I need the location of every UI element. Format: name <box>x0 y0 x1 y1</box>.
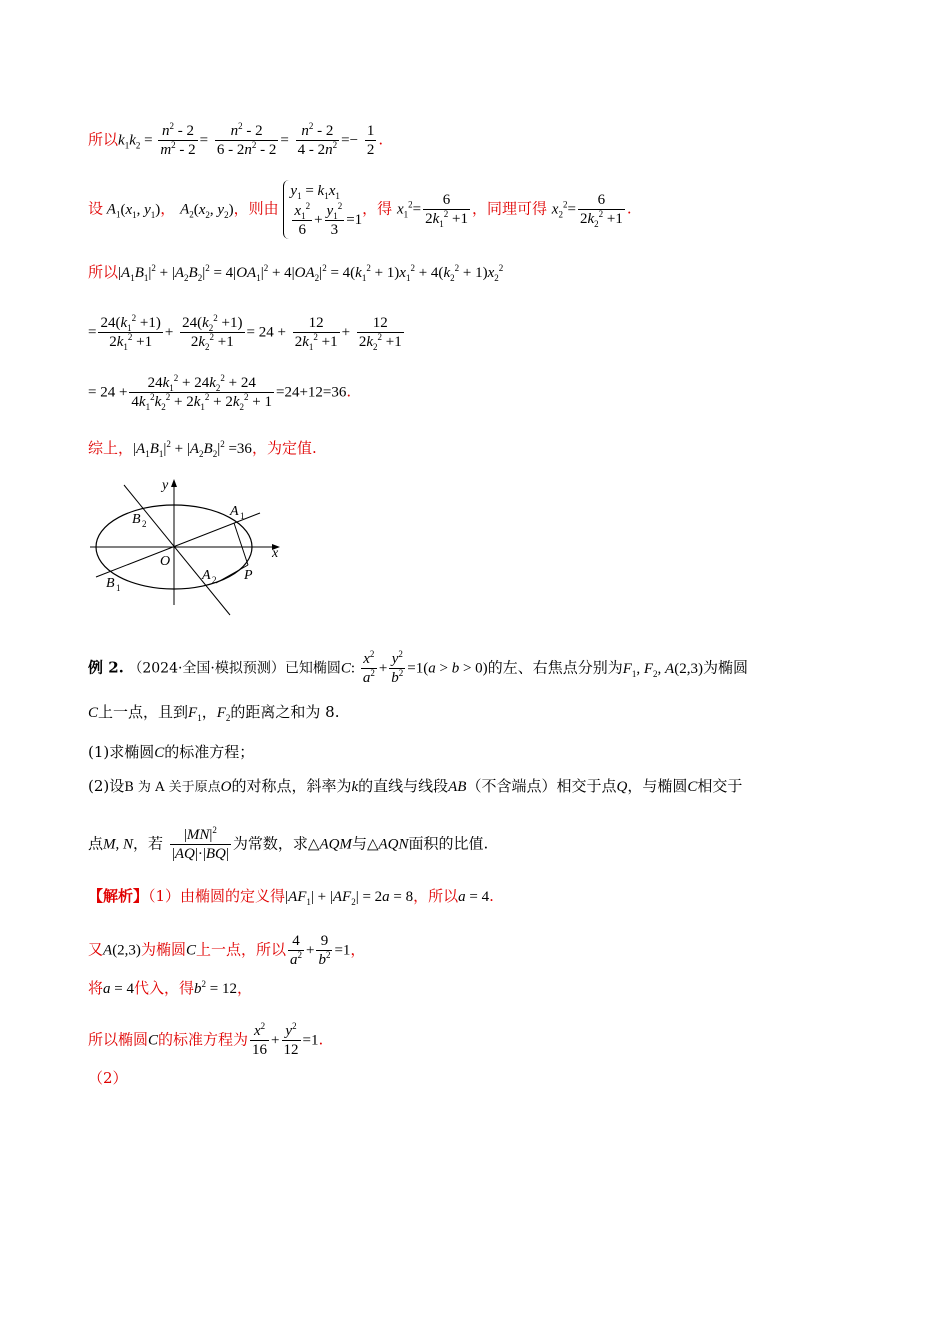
x-label: x <box>272 546 279 561</box>
b1-label: B <box>106 576 115 591</box>
y-label: y <box>162 478 169 493</box>
svg-text:1: 1 <box>240 511 245 521</box>
y-axis-arrow <box>171 479 177 487</box>
solution-line-2: 又A(2,3)为椭圆C上一点，所以 $\frac{4}{a^2}$ + $\frac{9}{b^2}$ =1， <box>88 933 366 968</box>
b2-label: B <box>132 512 141 527</box>
example-2-line-2: C上一点，且到$F_1$，$F_2$的距离之和为 8. <box>88 703 340 723</box>
ellipse-figure <box>88 475 298 625</box>
proof-line-4: = $\frac{24(k_1^2 +1)}{2k_1^2 +1}$ + $\frac{24(k_2^2 +1)}{2k_2^2 +1}$ = 24 + $\frac{12}{2k_1^2 +1}$ + $\frac{12}{2k_2^2 +1}$ <box>88 313 402 352</box>
question-2-line-2: 点M, N，若 $\frac{|MN|^2}{|AQ|\cdot|BQ|}$ 为常数，求△AQM与△AQN面积的比值. <box>88 825 489 862</box>
proof-line-5: = 24 + $\frac{24k_1^2 + 24k_2^2 + 24}{4k_1^2k_2^2 + 2k_1^2 + 2k_2^2 + 1}$ =24+12=36. <box>88 373 352 412</box>
solution-line-3: 将a = 4代入，得$b^2 = 12$， <box>88 979 252 997</box>
solution-part-2: （2） <box>88 1069 128 1087</box>
proof-line-2: 设 $A_1(x_1$, $y_1$)， $A_2(x_2$, $y_2$)，则由 $y_1 = k_1x_1$ $\frac{x_1^2}{6}$ + $\frac{y_1^2}{3}$ =1 ，得 $x_1^2=$ $\frac{6}{2k_1^2 +1}$ ，同理可得 $x_2^2=$ $\frac{6}{2k_2^2 +1}$ . <box>88 180 632 239</box>
origin-label: O <box>160 554 171 569</box>
a2-label: A <box>202 568 211 583</box>
line-a1b1 <box>96 513 260 577</box>
proof-line-1: 所以$k_1k_2$ = $\frac{n^2 - 2}{m^2 - 2}$ = $\frac{n^2 - 2}{6 - 2n^2 - 2}$ = $\frac{n^2 - 2}{4 - 2n^2}$ =− $\frac{1}{2}$ . <box>88 121 384 158</box>
question-2-line-1: (2)设B 为 A 关于原点O的对称点，斜率为k的直线与线段AB（不含端点）相交于点Q，与椭圆C相交于 <box>88 777 743 795</box>
segment-a1p <box>234 523 248 565</box>
solution-part-1: 【解析】（1）由椭圆的定义得$|AF_1| + |AF_2| = 2a = 8$，所以a = 4. <box>88 887 494 907</box>
p-label: P <box>244 568 253 583</box>
example-2-line-1: 例 2. （2024·全国·模拟预测）已知椭圆C: $\frac{x^2}{a^2}$ + $\frac{y^2}{b^2}$ =1(a > b > 0)的左、右焦点分别为$F_1$, $F_2$, A(2,3)为椭圆 <box>88 649 748 686</box>
svg-text:2: 2 <box>142 519 147 529</box>
a1-label: A <box>230 504 239 519</box>
proof-line-3: 所以$|A_1B_1|^2 + |A_2B_2|^2 = 4|OA_1|^2 + 4|OA_2|^2 = 4(k_1^2 + 1)x_1^2 + 4(k_2^2 + 1)x_2^2$ <box>88 263 504 283</box>
solution-line-4: 所以椭圆C的标准方程为 $\frac{x^2}{16}$ + $\frac{y^2}{12}$ =1. <box>88 1021 324 1058</box>
svg-text:2: 2 <box>212 575 217 585</box>
svg-text:1: 1 <box>116 583 121 593</box>
question-1: (1)求椭圆C的标准方程； <box>88 743 255 761</box>
proof-conclusion: 综上，$|A_1B_1|^2 + |A_2B_2|^2 =36$，为定值. <box>88 439 317 459</box>
